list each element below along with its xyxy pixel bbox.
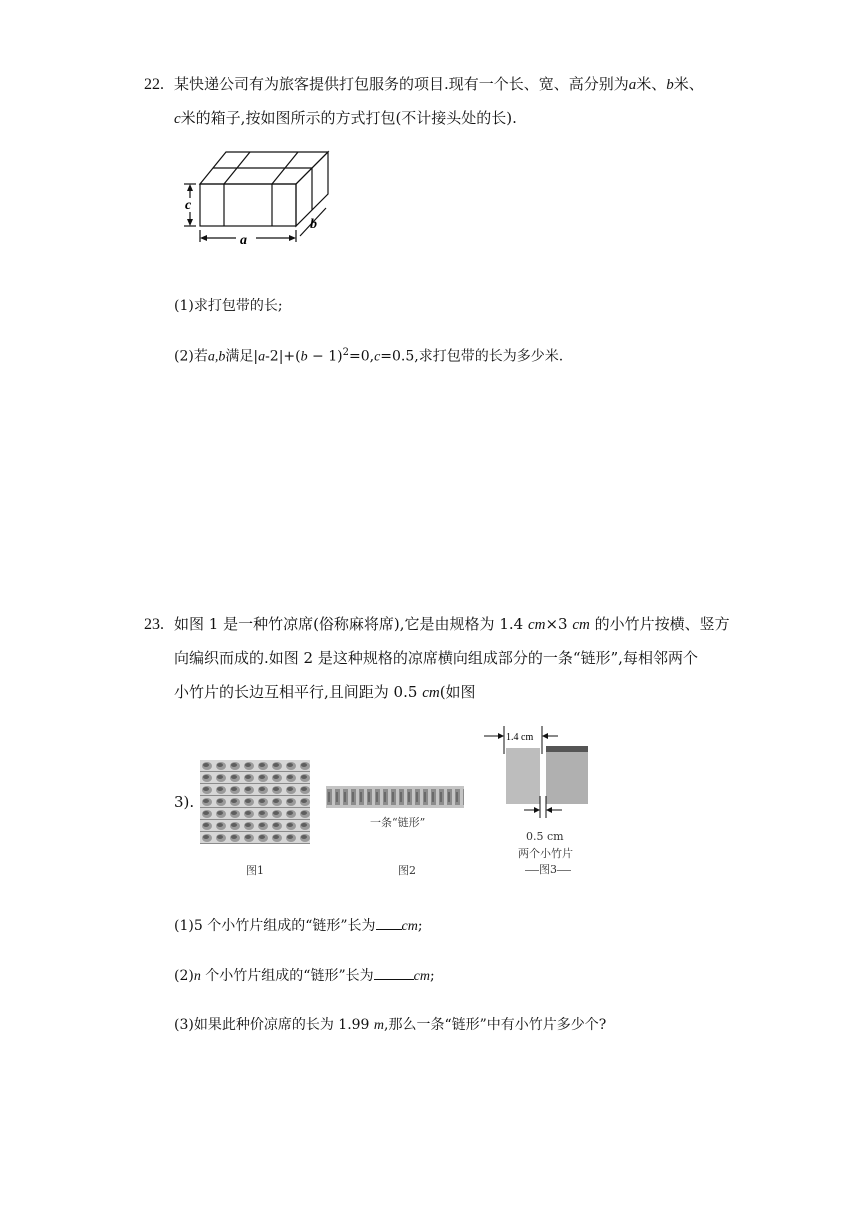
question-23-line-4: 3). [174,793,195,811]
q23-p1-unit: cm [401,919,418,934]
q23-l1-c: 的小竹片按横、竖方 [594,615,730,633]
var-c: c [174,111,181,127]
label-b: b [310,217,317,232]
figure-3-caption [512,861,584,877]
q22-p2-ab: a,b [207,349,226,365]
figure-2-caption: 图2 [398,864,416,877]
q23-p3-b: ,那么一条“链形”中有小竹片多少个? [384,1017,607,1033]
figure-3-desc: 两个小竹片 [518,847,573,860]
q22-p2-abs: -2|+( [265,348,301,365]
q22-p2-eq: =0, [348,348,375,365]
question-22-number: 22. [144,76,164,93]
figure-1-bamboo-mat [200,760,310,844]
piece-left [506,748,540,804]
q23-l1-a: 如图 1 是一种竹凉席(俗称麻将席),它是由规格为 1.4 [174,615,524,633]
question-22-line-2 [174,108,517,129]
question-23-part-1 [174,915,423,937]
question-23-part-3 [174,1015,606,1036]
q23-l1-cm1: cm [527,617,546,633]
q23-p3-a: (3)如果此种价凉席的长为 1.99 [174,1017,370,1033]
question-23-line-2: 向编织而成的.如图 2 是这种规格的凉席横向组成部分的一条“链形”,每相邻两个 [174,649,698,667]
label-a: a [240,233,247,248]
q22-p2-b: b [300,349,308,365]
question-22-line-1 [174,74,704,95]
question-22-part-1: (1)求打包带的长; [174,298,283,314]
q23-l1-cm2: cm [572,617,590,633]
q23-p2-n: n [193,969,201,984]
fig3-caption-rule-left [525,870,539,871]
q23-p2-unit: cm [413,969,430,984]
q23-l3-b: (如图 [439,683,476,701]
q22-p2-minus: − 1) [307,348,343,365]
question-23-line-1 [174,614,730,635]
q22-line1-mid1: 米、 [636,75,667,93]
q23-p2-prefix: (2) [174,968,194,984]
dim-1-4cm: 1.4 cm [506,732,534,743]
arrowhead-1 [498,733,504,739]
fig3-caption-rule-right [557,870,571,871]
figure-2-chain-strip [326,786,464,808]
dim-c-arrow-top [187,184,193,191]
box-package-figure [176,146,346,252]
answer-blank-2[interactable] [374,965,414,980]
question-22-part-2 [174,343,563,368]
arrowhead-2 [542,733,548,739]
figure-1-caption: 图1 [246,864,264,877]
figure-2-label: 一条“链形” [370,816,426,829]
q23-p2-end: ; [429,968,435,984]
answer-blank-1[interactable] [376,915,402,930]
q22-line2-text: 米的箱子,按如图所示的方式打包(不计接头处的长). [180,109,517,127]
q22-p2-prefix: (2)若 [174,348,208,365]
question-23-part-2 [174,965,435,987]
question-23-number: 23. [144,616,164,633]
piece-right-edge [546,746,588,752]
dim-c-arrow-bottom [187,219,193,226]
q22-line1-mid2: 米、 [673,75,704,93]
strip-texture [326,786,464,808]
q23-l3-a: 小竹片的长边互相平行,且间距为 0.5 [174,683,418,701]
gap [540,754,546,800]
dim-a-arrow-right [289,235,296,241]
q22-p2-a: a [258,349,266,365]
q22-line1-text: 某快递公司有为旅客提供打包服务的项目.现有一个长、宽、高分别为 [174,75,629,93]
q22-p2-c: c [374,349,381,365]
mat-texture [200,760,310,844]
figure-3-gap-label: 0.5 cm [526,830,564,843]
q23-p1-text: (1)5 个小竹片组成的“链形”长为 [174,918,376,934]
dim-a-arrow-left [200,235,207,241]
q23-l1-b: ×3 [545,615,568,633]
var-b: b [666,77,674,93]
question-23-line-3 [174,682,476,703]
figure-3-two-pieces [480,724,600,834]
q22-p2-mid: 满足| [225,348,259,365]
q23-p1-end: ; [417,918,423,934]
var-a: a [628,77,637,93]
arrowhead-4 [546,807,552,813]
box-front-face [200,184,296,226]
piece-right [546,748,588,804]
q22-p2-sup: 2 [342,347,349,358]
q23-p3-m: m [373,1018,385,1033]
q23-l3-cm: cm [422,685,440,701]
fig3-caption-text: 图3 [539,863,557,876]
arrowhead-3 [534,807,540,813]
label-c: c [185,198,192,213]
q23-p2-text: 个小竹片组成的“链形”长为 [205,968,374,984]
q22-p2-end: =0.5,求打包带的长为多少米. [380,348,564,365]
